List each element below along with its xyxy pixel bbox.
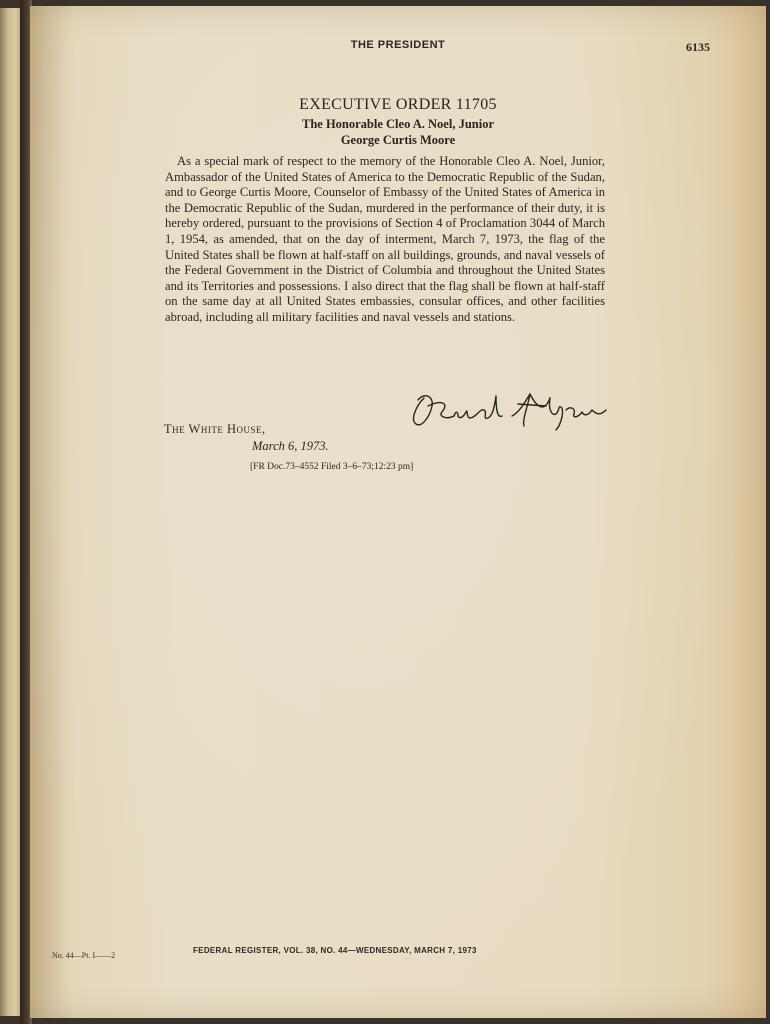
date-line: March 6, 1973. <box>252 439 329 453</box>
order-title: EXECUTIVE ORDER 11705 <box>299 96 497 113</box>
signature-handwritten <box>406 386 612 432</box>
running-header: THE PRESIDENT <box>350 39 446 51</box>
document-page <box>30 6 766 1018</box>
order-body: As a special mark of respect to the memory of the Honorable Cleo A. Noel, Junior, Ambassador of the United States of America to the Democratic Republic of the Sudan, and to George Curtis Moore, Counselor of Embassy of the United States of America in the Democratic Republic of the Sudan, murdered in the performance of their duty, it is hereby ordered, pursuant to the provisions of Section 4 of Proclamation 3044 of March 1, 1954, as amended, that on the day of interment, March 7, 1973, the flag of the United States shall be flown at half-staff on all buildings, grounds, and naval vessels of the Federal Government in the District of Columbia and throughout the United States and its Territories and possessions. I also direct that the flag shall be flown at half-staff on the same day at all United States embassies, consular offices, and other facilities abroad, including all military facilities and naval vessels and stations. <box>165 154 605 324</box>
footer-register-line: FEDERAL REGISTER, VOL. 38, NO. 44—WEDNESDAY, MARCH 7, 1973 <box>193 946 477 955</box>
order-subtitle-noel: The Honorable Cleo A. Noel, Junior <box>301 117 495 131</box>
place-line: The White House, <box>164 422 266 436</box>
footer-part-mark: No. 44—Pt. I——2 <box>52 951 116 960</box>
page-number: 6135 <box>686 40 710 54</box>
fr-doc-reference: [FR Doc.73–4552 Filed 3–6–73;12:23 pm] <box>250 462 414 472</box>
order-subtitle-moore: George Curtis Moore <box>340 133 456 147</box>
adjacent-page-edge <box>0 8 22 1016</box>
